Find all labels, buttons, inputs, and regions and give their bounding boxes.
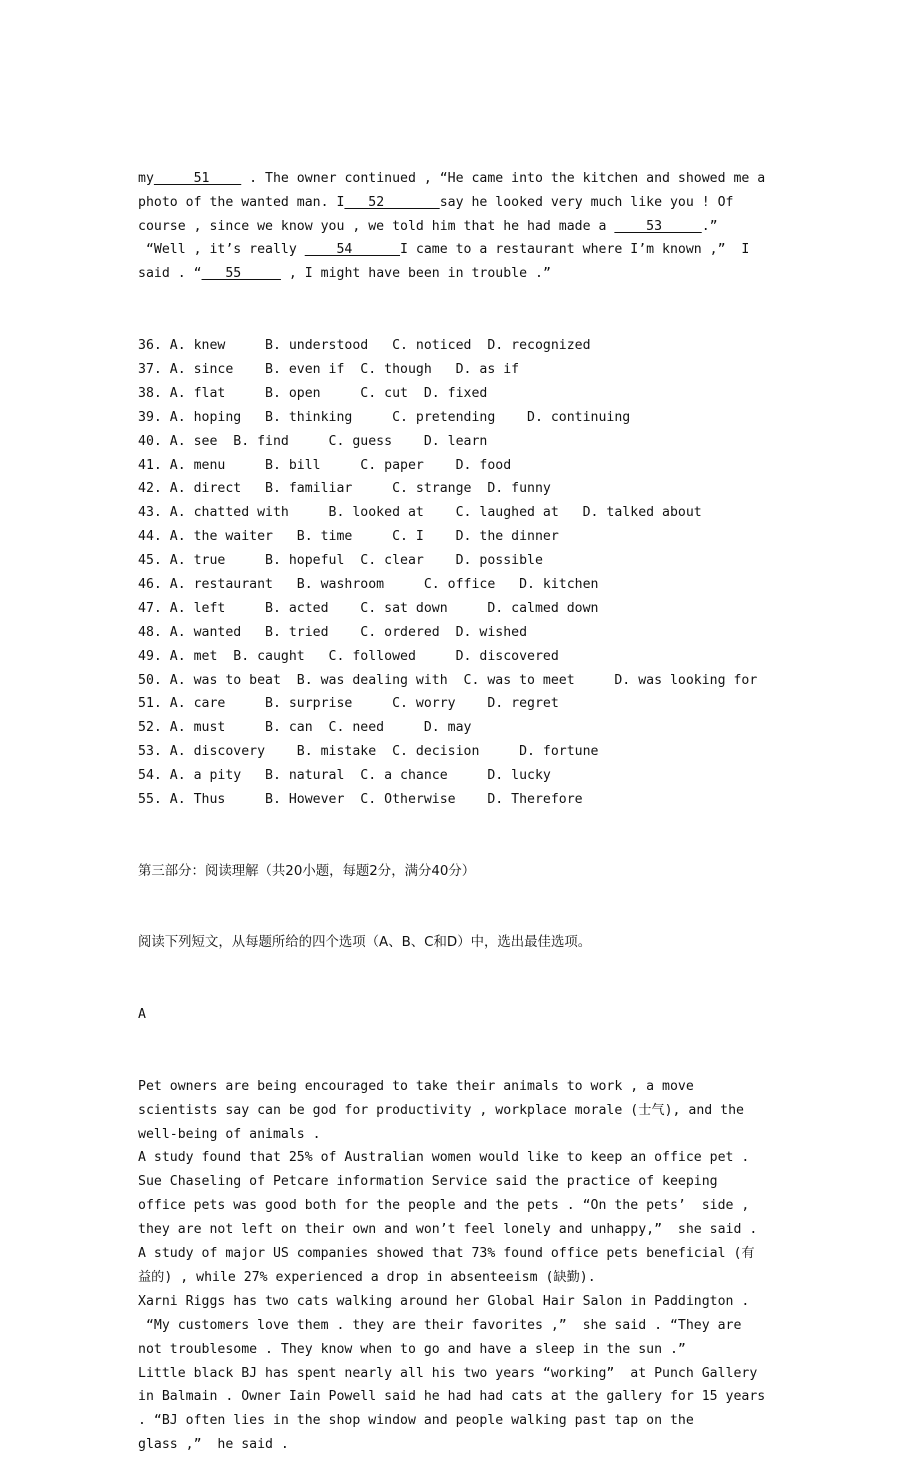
question-item: 36. A. knew B. understood C. noticed D. recognized (138, 338, 591, 354)
reading-line: in Balmain . Owner Iain Powell said he had had cats at the gallery for 15 years (138, 1389, 766, 1405)
passage-text: photo of the wanted man. I (138, 194, 345, 210)
answer-blank: 53 (614, 218, 702, 234)
passage-text: .” (701, 218, 718, 234)
reading-passage (138, 1075, 788, 1457)
question-item: 38. A. flat B. open C. cut D. fixed (138, 385, 488, 401)
reading-line: not troublesome . They know when to go and have a sleep in the sun .” (138, 1341, 686, 1357)
reading-line: well-being of animals . (138, 1126, 321, 1142)
reading-line: . “BJ often lies in the shop window and people walking past tap on the (138, 1413, 694, 1429)
reading-line: glass ,” he said . (138, 1437, 289, 1453)
reading-line: Sue Chaseling of Petcare information Service said the practice of keeping (138, 1174, 718, 1190)
question-item: 55. A. Thus B. However C. Otherwise D. Therefore (138, 792, 583, 807)
question-item: 40. A. see B. find C. guess D. learn (138, 433, 488, 449)
reading-line: Little black BJ has spent nearly all his two years “working” at Punch Gallery (138, 1365, 758, 1381)
cloze-passage-tail (138, 167, 788, 286)
passage-line (138, 167, 788, 191)
reading-line: office pets was good both for the people and the pets . “On the pets’ side , (138, 1198, 750, 1214)
section-instruction: 阅读下列短文，从每题所给的四个选项（A、B、C和D）中，选出最佳选项。 (138, 935, 592, 951)
answer-blank: 51 (153, 170, 242, 186)
reading-line: “My customers love them . they are their favorites ,” she said . “They are (138, 1317, 742, 1333)
question-item: 44. A. the waiter B. time C. I D. the dinner (138, 529, 559, 545)
reading-line: A study of major US companies showed that 73% found office pets beneficial (有 (138, 1246, 755, 1262)
question-item: 47. A. left B. acted C. sat down D. calmed down (138, 600, 599, 616)
passage-line (138, 191, 788, 215)
question-item: 50. A. was to beat B. was dealing with C. was to meet D. was looking for (138, 672, 758, 688)
passage-line (138, 262, 788, 286)
reading-line: 益的) , while 27% experienced a drop in absenteeism (缺勤). (138, 1269, 596, 1285)
reading-line: A study found that 25% of Australian women would like to keep an office pet . (138, 1150, 750, 1166)
passage-line (138, 215, 788, 239)
answer-blank: 54 (304, 242, 401, 258)
cloze-questions (138, 334, 788, 812)
question-item: 42. A. direct B. familiar C. strange D. funny (138, 481, 551, 497)
document-page (138, 119, 788, 1481)
reading-line: Xarni Riggs has two cats walking around her Global Hair Salon in Paddington . (138, 1293, 750, 1309)
passage-text: say he looked very much like you ! Of (439, 194, 734, 210)
passage-text: I came to a restaurant where I’m known ,” I (400, 242, 750, 258)
question-item: 48. A. wanted B. tried C. ordered D. wished (138, 624, 528, 640)
passage-text: said . “ (138, 266, 202, 282)
passage-label: A (138, 1007, 146, 1023)
answer-blank: 52 (344, 194, 440, 210)
passage-text: , I might have been in trouble .” (280, 266, 551, 282)
passage-text: . The owner continued , “He came into the kitchen and showed me a (241, 170, 766, 186)
passage-line (138, 238, 788, 262)
question-item: 53. A. discovery B. mistake C. decision D. fortune (138, 744, 599, 760)
passage-text: course , since we know you , we told him that he had made a (138, 218, 615, 234)
question-item: 43. A. chatted with B. looked at C. laughed at D. talked about (138, 505, 702, 521)
answer-blank: 55 (201, 266, 281, 282)
question-item: 41. A. menu B. bill C. paper D. food (138, 457, 512, 473)
section-heading: 第三部分：阅读理解（共20小题，每题2分，满分40分） (138, 863, 476, 879)
question-item: 49. A. met B. caught C. followed D. discovered (138, 648, 559, 664)
reading-line: Pet owners are being encouraged to take their animals to work , a move (138, 1078, 694, 1094)
question-item: 45. A. true B. hopeful C. clear D. possible (138, 553, 543, 569)
reading-line: scientists say can be god for productivity , workplace morale (士气), and the (138, 1102, 744, 1118)
question-item: 52. A. must B. can C. need D. may (138, 720, 472, 736)
passage-text: my (138, 170, 154, 186)
reading-line: they are not left on their own and won’t feel lonely and unhappy,” she said . (138, 1222, 758, 1238)
question-item: 54. A. a pity B. natural C. a chance D. lucky (138, 768, 551, 784)
question-item: 39. A. hoping B. thinking C. pretending D. continuing (138, 409, 631, 425)
question-item: 37. A. since B. even if C. though D. as if (138, 361, 520, 377)
question-item: 46. A. restaurant B. washroom C. office D. kitchen (138, 576, 599, 592)
passage-text: “Well , it’s really (138, 242, 305, 258)
question-item: 51. A. care B. surprise C. worry D. regret (138, 696, 559, 712)
